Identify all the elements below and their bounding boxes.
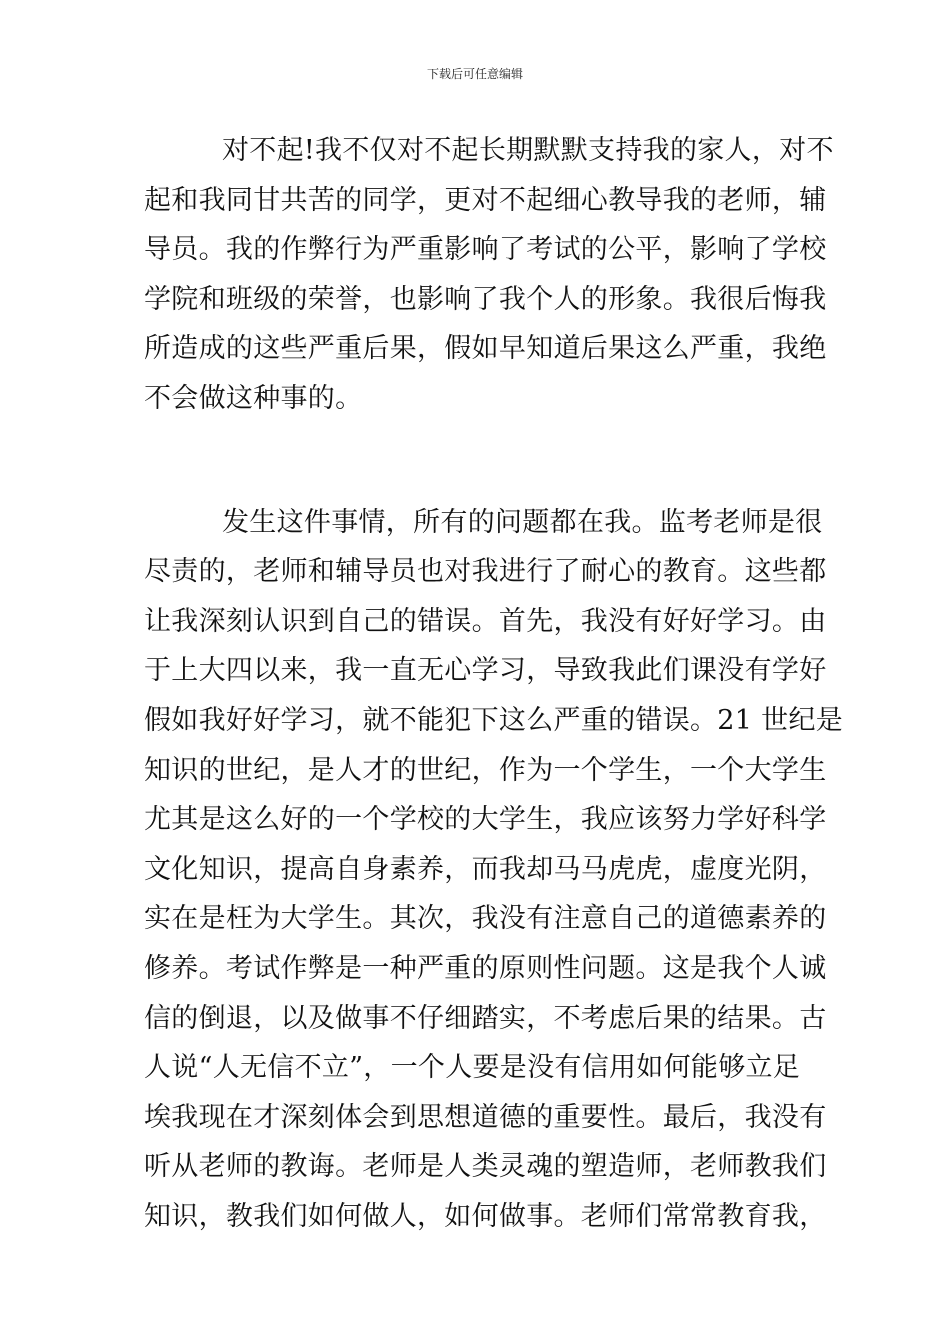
paragraph-line: 学院和班级的荣誉，也影响了我个人的形象。我很后悔我 (144, 283, 827, 315)
paragraph-line: 对不起!我不仅对不起长期默默支持我的家人，对不 (222, 135, 834, 166)
paragraph-line: 文化知识，提高自身素养，而我却马马虎虎，虚度光阴， (144, 853, 827, 885)
paragraph-spacer (144, 424, 808, 498)
paragraph-line: 埃我现在才深刻体会到思想道德的重要性。最后，我没有 (144, 1101, 827, 1133)
paragraph-line: 人说“人无信不立”，一个人要是没有信用如何能够立足 (144, 1052, 801, 1084)
paragraph-line: 信的倒退，以及做事不仔细踏实，不考虑后果的结果。古 (144, 1002, 827, 1034)
paragraph-reflection (144, 498, 844, 1242)
paragraph-line: 发生这件事情，所有的问题都在我。监考老师是很 (222, 506, 823, 538)
paragraph-line: 不会做这种事的。 (144, 382, 363, 414)
paragraph-line: 知识，教我们如何做人，如何做事。老师们常常教育我， (144, 1200, 827, 1232)
paragraph-line: 让我深刻认识到自己的错误。首先，我没有好好学习。由 (144, 605, 827, 637)
paragraph-line: 于上大四以来，我一直无心学习，导致我此们课没有学好 (144, 655, 827, 687)
paragraph-line: 所造成的这些严重后果，假如早知道后果这么严重，我绝 (144, 333, 827, 365)
paragraph-line: 实在是枉为大学生。其次，我没有注意自己的道德素养的 (144, 903, 827, 935)
paragraph-line: 知识的世纪，是人才的世纪，作为一个学生，一个大学生 (144, 754, 827, 786)
paragraph-apology (144, 126, 834, 424)
paragraph-line: 导员。我的作弊行为严重影响了考试的公平，影响了学校 (144, 234, 827, 266)
paragraph-line: 起和我同甘共苦的同学，更对不起细心教导我的老师，辅 (144, 184, 827, 216)
document-body (144, 126, 844, 1241)
paragraph-line: 听从老师的教诲。老师是人类灵魂的塑造师，老师教我们 (144, 1151, 827, 1183)
page-header-note: 下载后可任意编辑 (426, 67, 523, 81)
paragraph-line: 修养。考试作弊是一种严重的原则性问题。这是我个人诚 (144, 952, 827, 984)
paragraph-line: 尽责的，老师和辅导员也对我进行了耐心的教育。这些都 (144, 556, 827, 588)
paragraph-line: 尤其是这么好的一个学校的大学生，我应该努力学好科学 (144, 804, 827, 836)
paragraph-line: 假如我好好学习，就不能犯下这么严重的错误。21 世纪是 (144, 704, 844, 736)
